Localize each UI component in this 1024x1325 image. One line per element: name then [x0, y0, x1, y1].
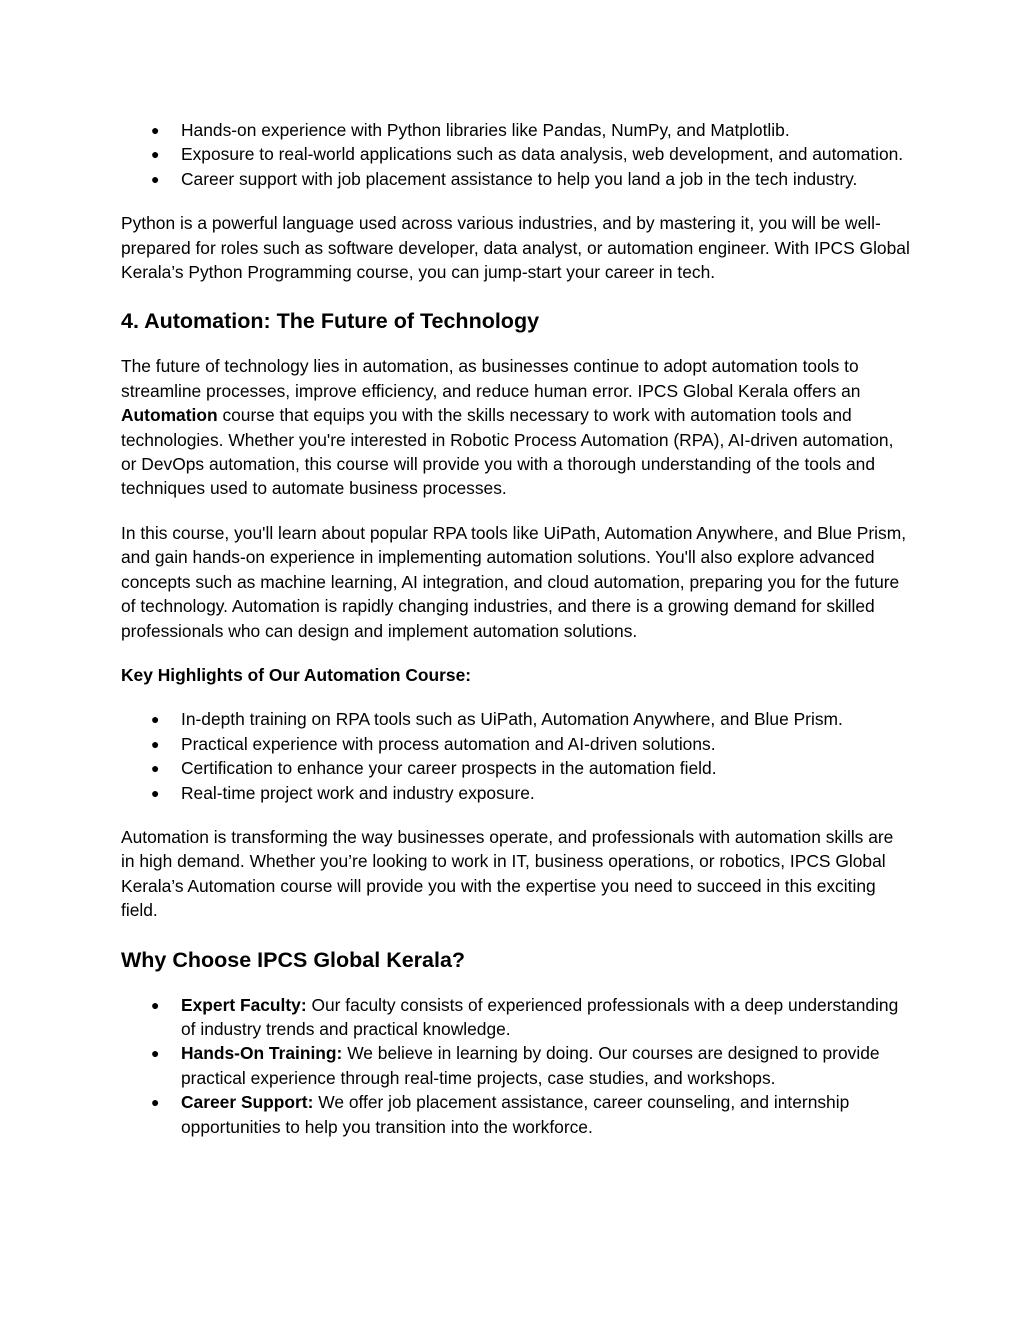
list-item	[121, 756, 911, 780]
list-item	[121, 167, 911, 191]
list-item-text: In-depth training on RPA tools such as UiPath, Automation Anywhere, and Blue Prism.	[181, 709, 843, 730]
why-choose-list	[121, 993, 911, 1139]
list-item-text: Real-time project work and industry exposure.	[181, 782, 535, 803]
list-item	[121, 732, 911, 756]
list-item-text: Career support with job placement assistance to help you land a job in the tech industry.	[181, 168, 858, 189]
bullet-icon: ●	[151, 760, 160, 777]
list-item-text: We offer job placement assistance, career counseling, and internship opportunities to help you transition into the workforce.	[181, 1092, 850, 1137]
why-choose-heading: Why Choose IPCS Global Kerala?	[121, 947, 466, 972]
automation-paragraph-1	[121, 354, 911, 500]
automation-heading: 4. Automation: The Future of Technology	[121, 309, 540, 334]
bullet-icon: ●	[151, 146, 160, 163]
list-item	[121, 118, 911, 142]
list-item	[121, 781, 911, 805]
list-item-text: Certification to enhance your career prospects in the automation field.	[181, 758, 717, 779]
document-content	[121, 118, 911, 1139]
list-item	[121, 1041, 911, 1090]
highlights-title	[121, 663, 911, 687]
bullet-icon: ●	[151, 1094, 160, 1111]
python-paragraph: Python is a powerful language used across various industries, and by mastering it, you will be well-prepared for roles such as software developer, data analyst, or automation engineer. With IPCS Global Kerala’s Python Programming course, you can jump-start your career in tech.	[121, 213, 910, 283]
list-item-bold-text: Hands-On Training:	[181, 1043, 343, 1064]
automation-paragraph-2: In this course, you'll learn about popular RPA tools like UiPath, Automation Anywhere, and Blue Prism, and gain hands-on experience in implementing automation solutions. You'll also explore advanced concepts such as machine learning, AI integration, and cloud automation, preparing you for the future of technology. Automation is rapidly changing industries, and there is a growing demand for skilled professionals who can design and implement automation solutions.	[121, 522, 907, 641]
list-item	[121, 142, 911, 166]
list-item-text: We believe in learning by doing. Our courses are designed to provide practical experience through real-time projects, case studies, and workshops.	[181, 1043, 880, 1088]
paragraph-text: The future of technology lies in automation, as businesses continue to adopt automation tools to streamline processes, improve efficiency, and reduce human error. IPCS Global Kerala offers an	[121, 356, 861, 401]
list-item	[121, 993, 911, 1042]
list-item-bold-text: Career Support:	[181, 1092, 314, 1113]
list-item	[121, 1090, 911, 1139]
automation-paragraph-3: Automation is transforming the way businesses operate, and professionals with automation skills are in high demand. Whether you’re looking to work in IT, business operations, or robotics, IPCS Global Kerala’s Automation course will provide you with the expertise you need to succeed in this exciting field.	[121, 826, 894, 921]
list-item-text: Practical experience with process automation and AI-driven solutions.	[181, 733, 716, 754]
bullet-icon: ●	[151, 1045, 160, 1062]
paragraph-bold-text: Automation	[121, 405, 218, 426]
list-item-text: Hands-on experience with Python libraries like Pandas, NumPy, and Matplotlib.	[181, 120, 790, 140]
bullet-icon: ●	[151, 170, 160, 187]
list-item-text: Exposure to real-world applications such as data analysis, web development, and automation.	[181, 144, 904, 165]
bullet-icon: ●	[151, 711, 160, 728]
automation-highlights-list	[121, 707, 911, 805]
bullet-icon: ●	[151, 784, 160, 801]
bullet-icon: ●	[151, 996, 160, 1013]
bullet-icon: ●	[151, 122, 160, 138]
list-item-bold-text: Expert Faculty:	[181, 994, 307, 1015]
list-item-text: Our faculty consists of experienced professionals with a deep understanding of industry trends and practical knowledge.	[181, 994, 899, 1039]
python-benefits-list	[121, 118, 911, 191]
paragraph-text: course that equips you with the skills necessary to work with automation tools and technologies. Whether you're interested in Robotic Process Automation (RPA), AI-driven automation, or DevOps automation, this course will provide you with a thorough understanding of the tools and techniques used to automate business processes.	[121, 405, 894, 499]
highlights-title-text: Key Highlights of Our Automation Course:	[121, 664, 472, 685]
list-item	[121, 707, 911, 731]
bullet-icon: ●	[151, 735, 160, 752]
